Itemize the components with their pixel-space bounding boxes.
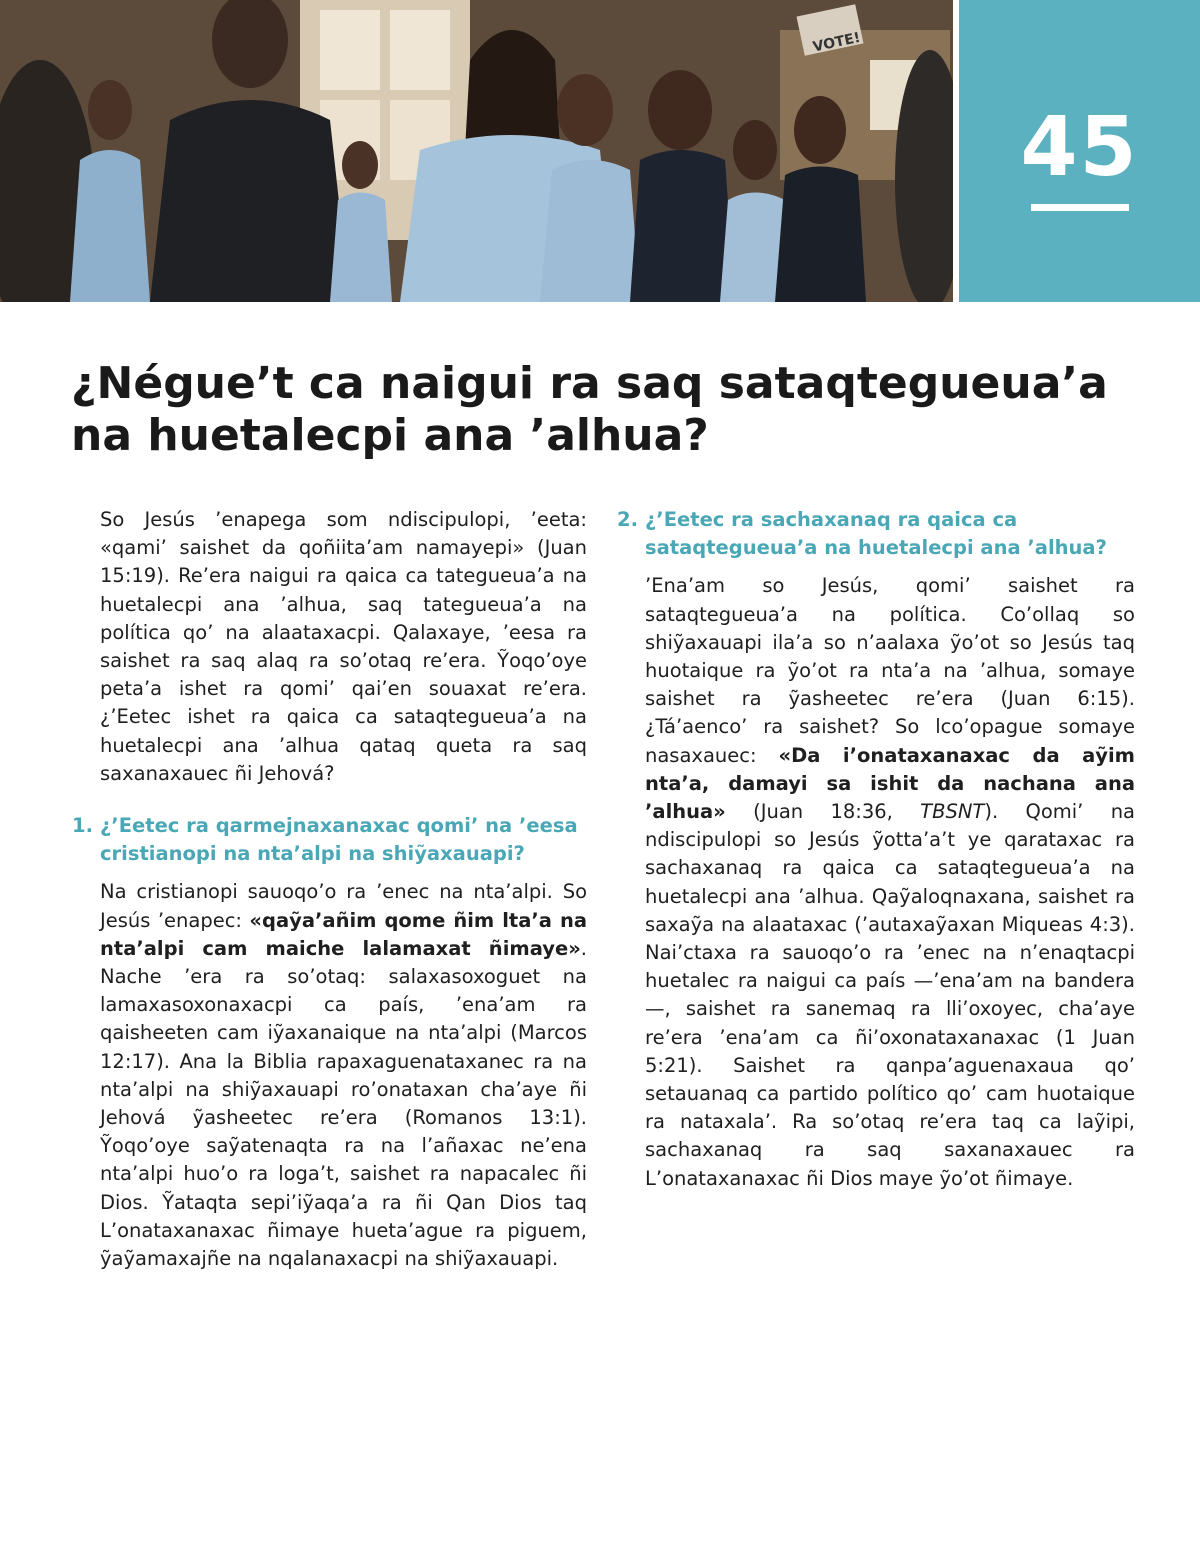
section-2-text-c: ). Qomi’ na ndiscipulopi so Jesús ỹotta’a’t ye qarataxac ra sachaxanaq ra qaica ca sataqtegueua’a na huetalecpi ana ’alhua. Qaỹaloqnaxana, saishet ra saxaỹa na alaataxac (’autaxaỹaxan Miqueas 4:3). Nai’ctaxa ra sauoqo’o ra ’enec na n’enaqtacpi huetalec ra naigui ca país —’ena’am na bandera—, saishet ra sanemaq ra lli’oxoyec, cha’aye re’era ’ena’am ca ñi’oxonataxanaxac (1 Juan 5:21). Saishet ra qanpa’aguenaxaua qo’ setauanaq ca partido político qo’ cam huotaique ra nataxala’. Ra so’otaq re’era taq ca laỹipi, sachaxanaq ra saq saxanaxauec ra L’onataxanaxac ñi Dios maye ỹo’ot ñimaye. (645, 800, 1135, 1190)
section-1-text-a: Na cristianopi sauoqo’o ra ’enec na nta’alpi. So Jesús ’enapec: (100, 880, 587, 932)
right-column (617, 506, 1135, 1193)
intro-paragraph: So Jesús ’enapega som ndiscipulopi, ’eeta: «qami’ saishet da qoñiita’am namayepi» (Juan 15:19). Re’era naigui ra qaica ca tategueua’a na huetalecpi ana ’alhua, saq tategueua’a na política qo’ na alaataxacpi. Qalaxaye, ’eesa ra saishet ra saq alaq ra so’otaq re’era. Ỹoqo’oye peta’a ishet ra qomi’ qai’en souaxat re’era. ¿’Eetec ishet ra qaica ca sataqtegueua’a na huetalecpi ana ’alhua qataq queta ra saq saxanaxauec ñi Jehová? (100, 508, 587, 785)
lesson-number: 45 (1020, 100, 1139, 195)
section-2-heading (617, 506, 1135, 562)
section-2-text-b: (Juan 18:36, (725, 800, 921, 824)
section-2-heading-text: ¿’Eetec ra sachaxanaq ra qaica ca sataqtegueua’a na huetalecpi ana ’alhua? (645, 508, 1107, 560)
section-1-quote: «qaỹa’añim qome ñim lta’a na nta’alpi cam maiche lalamaxat ñimaye» (100, 908, 588, 960)
section-2-quote: «Da i’onataxanaxac da aỹim nta’a, damayi sa ishit da nachana ana ’alhua» (645, 743, 1135, 824)
left-column (72, 506, 588, 1273)
section-1-heading (72, 812, 587, 868)
badge-underline (1031, 204, 1129, 211)
poster-text: VOTE! (811, 29, 862, 56)
section-1-number: 1. (72, 814, 93, 838)
section-1-heading-text: ¿’Eetec ra qarmejnaxanaxac qomi’ na ’eesa cristianopi na nta’alpi na shiỹaxauapi? (100, 814, 578, 866)
section-2-paragraph (645, 572, 1135, 1192)
section-1-paragraph (100, 878, 587, 1273)
section-2-number: 2. (617, 508, 638, 531)
students-saluting-flag-photo (0, 0, 953, 302)
lesson-number-badge (959, 0, 1200, 302)
section-2-text-a: ’Ena’am so Jesús, qomi’ saishet ra sataqtegueua’a na política. Co’ollaq so shiỹaxauapi ila’a so n’aalaxa ỹo’ot so Jesús taq huotaique ra ỹo’ot ra nta’a na ’alhua, somaye saishet ra ỹasheetec re’era (Juan 6:15). ¿Tá’aenco’ ra saishet? So lco’opague somaye nasaxauec: (645, 574, 1135, 767)
section-1-text-b: . Nache ’era ra so’otaq: salaxasoxoguet na lamaxasoxonaxacpi ca país, ’ena’am ra qaisheeten cam iỹaxanaique na nta’alpi (Marcos 12:17). Ana la Biblia rapaxaguenataxanec ra na nta’alpi na shiỹaxauapi ro’onataxan cha’aye ñi Jehová ỹasheetec re’era (Romanos 13:1). Ỹoqo’oye saỹatenaqta ra na l’añaxac ne’ena nta’alpi huo’o ra loga’t, saishet ra napacalec ñi Dios. Ỹataqta sepi’iỹaqa’a ra ñi Qan Dios taq L’onataxanaxac ñimaye hueta’ague ra piguem, ỹaỹamaxajñe na nqalanaxacpi na shiỹaxauapi. (100, 936, 587, 1271)
page-title: ¿Négue’t ca naigui ra saq sataqtegueua’a na huetalecpi ana ’alhua? (71, 358, 1108, 461)
header-photo (0, 0, 953, 302)
section-2-bible-version: TBSNT (920, 800, 985, 824)
